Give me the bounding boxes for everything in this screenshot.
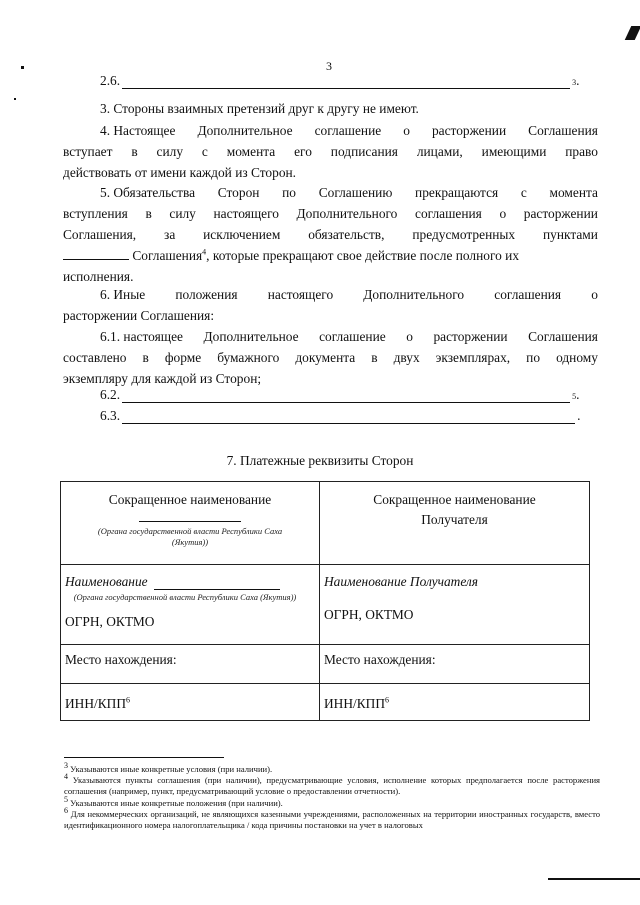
section-title: 7. Платежные реквизиты Сторон (226, 453, 414, 468)
paragraph-4 (63, 120, 598, 183)
location-label: Место нахождения: (324, 652, 436, 667)
item-label: 6.2. (100, 387, 121, 402)
word: Соглашения, (63, 227, 137, 242)
table-row (61, 684, 590, 721)
word: расторжении (431, 123, 507, 138)
word: Дополнительного (363, 287, 465, 302)
word: двух (393, 350, 420, 365)
item-6-2: 6.2. $^5$ . (100, 387, 580, 402)
word: за (164, 227, 176, 242)
word: лицами, (416, 144, 463, 159)
table-row (61, 645, 590, 684)
scan-mark-left (14, 98, 16, 100)
paragraph-line (63, 120, 598, 141)
inn-kpp-text: ИНН/КПП (65, 696, 127, 711)
left-inn-cell (61, 684, 320, 721)
word: настоящего (267, 287, 334, 302)
recipient-name-label: Наименование Получателя (324, 574, 478, 589)
footnote-text: Указываются пункты соглашения (при наличии), предусматривающие условия, исполнение которых предполагается после расторжения соглашения (например, пункт, предусматривающий условие о предоставлении отчетности). (64, 775, 601, 797)
word: положения (175, 287, 238, 302)
footnote (64, 805, 601, 831)
footnote (64, 772, 601, 797)
word: экземплярах, (435, 350, 511, 365)
word: в (145, 206, 152, 221)
blank-line (122, 75, 570, 89)
word: Соглашения (528, 123, 598, 138)
word: пунктами (542, 227, 598, 242)
word: подписания (330, 144, 398, 159)
payment-details-table (60, 481, 590, 721)
word: форме (164, 350, 202, 365)
word: с (520, 185, 527, 200)
word: Сторон (217, 185, 260, 200)
left-location-cell (61, 645, 320, 684)
word: соглашение (314, 123, 382, 138)
word: силу (169, 206, 196, 221)
paragraph-line: экземпляру для каждой из Сторон; (63, 371, 262, 386)
paragraph-line (63, 284, 598, 305)
blank-line (122, 389, 570, 403)
ogrn-oktmo-label: ОГРН, ОКТМО (65, 614, 155, 629)
item-end: . (576, 73, 580, 88)
right-header-subtitle: Получателя (421, 512, 488, 527)
footnote (64, 794, 600, 809)
word: по (526, 350, 541, 365)
word: момента (226, 144, 276, 159)
word: составлено (63, 350, 127, 365)
paragraph-line (63, 347, 598, 368)
footnote-ref: 6 (126, 695, 131, 705)
word: о (406, 329, 413, 344)
word: документа (295, 350, 356, 365)
table-row (61, 482, 590, 565)
location-label: Место нахождения: (65, 652, 177, 667)
name-row (65, 574, 319, 590)
item-end: . (576, 387, 580, 402)
right-inn-cell (320, 684, 590, 721)
word: 5. Обязательства (100, 185, 196, 200)
footnote-number: 3 (64, 761, 68, 771)
paragraph-line (63, 141, 598, 162)
word: Соглашения (528, 329, 598, 344)
word: Дополнительное (197, 123, 293, 138)
footnote-ref: 6 (385, 695, 390, 705)
footnote-number: 4 (64, 772, 68, 782)
paragraph-line (63, 224, 598, 245)
word: 6. Иные (100, 287, 146, 302)
word: предусмотренных (412, 227, 516, 242)
right-header-title: Сокращенное наименование (373, 492, 536, 507)
word: настоящего (213, 206, 279, 221)
inn-kpp-label (324, 696, 589, 712)
word: Дополнительное (203, 329, 299, 344)
item-label: 2.6. (100, 73, 121, 88)
paragraph-line: действовать от имени каждой из Сторон. (63, 165, 297, 180)
word: имеющими (481, 144, 547, 159)
word: исключением (203, 227, 281, 242)
paragraph-line (63, 245, 598, 266)
word: с (201, 144, 208, 159)
footnote-text: Указываются иные конкретные условия (при наличии). (70, 764, 273, 774)
name-blank-line (154, 577, 280, 590)
name-note: (Органа государственной власти Республики Саха (Якутия)) (73, 592, 297, 602)
right-header-cell (320, 482, 590, 565)
word: по (282, 185, 296, 200)
left-header-title: Сокращенное наименование (108, 492, 272, 507)
left-header-note: (Органа государственной власти Республики Саха (Якутия)) (97, 526, 283, 547)
blank-line (63, 246, 129, 260)
blank-line (122, 410, 575, 424)
scan-line-bottom (548, 878, 640, 880)
word: прекращаются (415, 185, 499, 200)
word: вступает (63, 144, 113, 159)
paragraph-3 (63, 98, 598, 119)
word: 4. Настоящее (100, 123, 176, 138)
paragraph-line (63, 182, 598, 203)
inn-kpp-label (65, 696, 319, 712)
name-blank-line (139, 521, 241, 522)
word: момента (549, 185, 598, 200)
footnote-number: 5 (64, 794, 68, 804)
word: соглашения (494, 287, 562, 302)
word: в (131, 144, 138, 159)
word: 6.1. настоящее (100, 329, 183, 344)
word: Соглашения (132, 248, 203, 263)
text-run: , которые прекращают свое действие после полного их (206, 248, 520, 263)
left-header-cell (61, 482, 320, 565)
footnote-text: Для некоммерческих организаций, не являющихся казенными учреждениями, расположенных на территории иностранных государств, вместо идентификационного номера налогоплательщика / кода причины постановки на учет в налоговых (64, 808, 601, 831)
right-name-cell (320, 565, 590, 645)
word: его (294, 144, 312, 159)
scan-mark-top-left (21, 66, 24, 69)
left-name-cell (61, 565, 320, 645)
paragraph-line (63, 203, 598, 224)
table-row (61, 565, 590, 645)
word: о (403, 123, 410, 138)
footnotes (64, 761, 601, 831)
word: Дополнительного (296, 206, 398, 221)
word: обязательств, (308, 227, 385, 242)
paragraph-line: расторжении Соглашения: (63, 308, 215, 323)
inn-kpp-text: ИНН/КПП (324, 696, 386, 711)
scan-mark-corner (625, 26, 640, 40)
item-2-6: 2.6. $^3$ . (100, 73, 580, 88)
name-label: Наименование (65, 574, 148, 589)
word: силу (156, 144, 184, 159)
word: бумажного (217, 350, 280, 365)
word: расторжении (523, 206, 598, 221)
footnote-text: Указываются иные конкретные положения (при наличии). (70, 797, 283, 808)
item-end: . (577, 408, 581, 423)
paragraph-line (63, 326, 598, 347)
item-label: 6.3. (100, 408, 121, 423)
word: о (499, 206, 507, 221)
item-6-3 (100, 408, 600, 424)
page-number: 3 (326, 59, 332, 73)
footnote-separator (64, 757, 224, 758)
word: в (371, 350, 378, 365)
footnote-ref: 4 (202, 247, 207, 257)
right-location-cell (320, 645, 590, 684)
paragraph-line: исполнения. (63, 269, 134, 284)
word: вступления (63, 206, 128, 221)
paragraph-6-1 (63, 326, 598, 389)
word: о (591, 287, 598, 302)
ogrn-oktmo-label: ОГРН, ОКТМО (324, 607, 414, 622)
word: одному (556, 350, 598, 365)
paragraph-6 (63, 284, 598, 326)
word: соглашения (415, 206, 482, 221)
footnote-number: 6 (64, 805, 68, 815)
word: право (565, 144, 598, 159)
paragraph-text: 3. Стороны взаимных претензий друг к другу не имеют. (100, 101, 419, 116)
word: расторжении (433, 329, 508, 344)
word: соглашение (319, 329, 386, 344)
paragraph-5 (63, 182, 598, 287)
word: в (142, 350, 149, 365)
word: Соглашению (318, 185, 393, 200)
footnote (64, 761, 600, 775)
